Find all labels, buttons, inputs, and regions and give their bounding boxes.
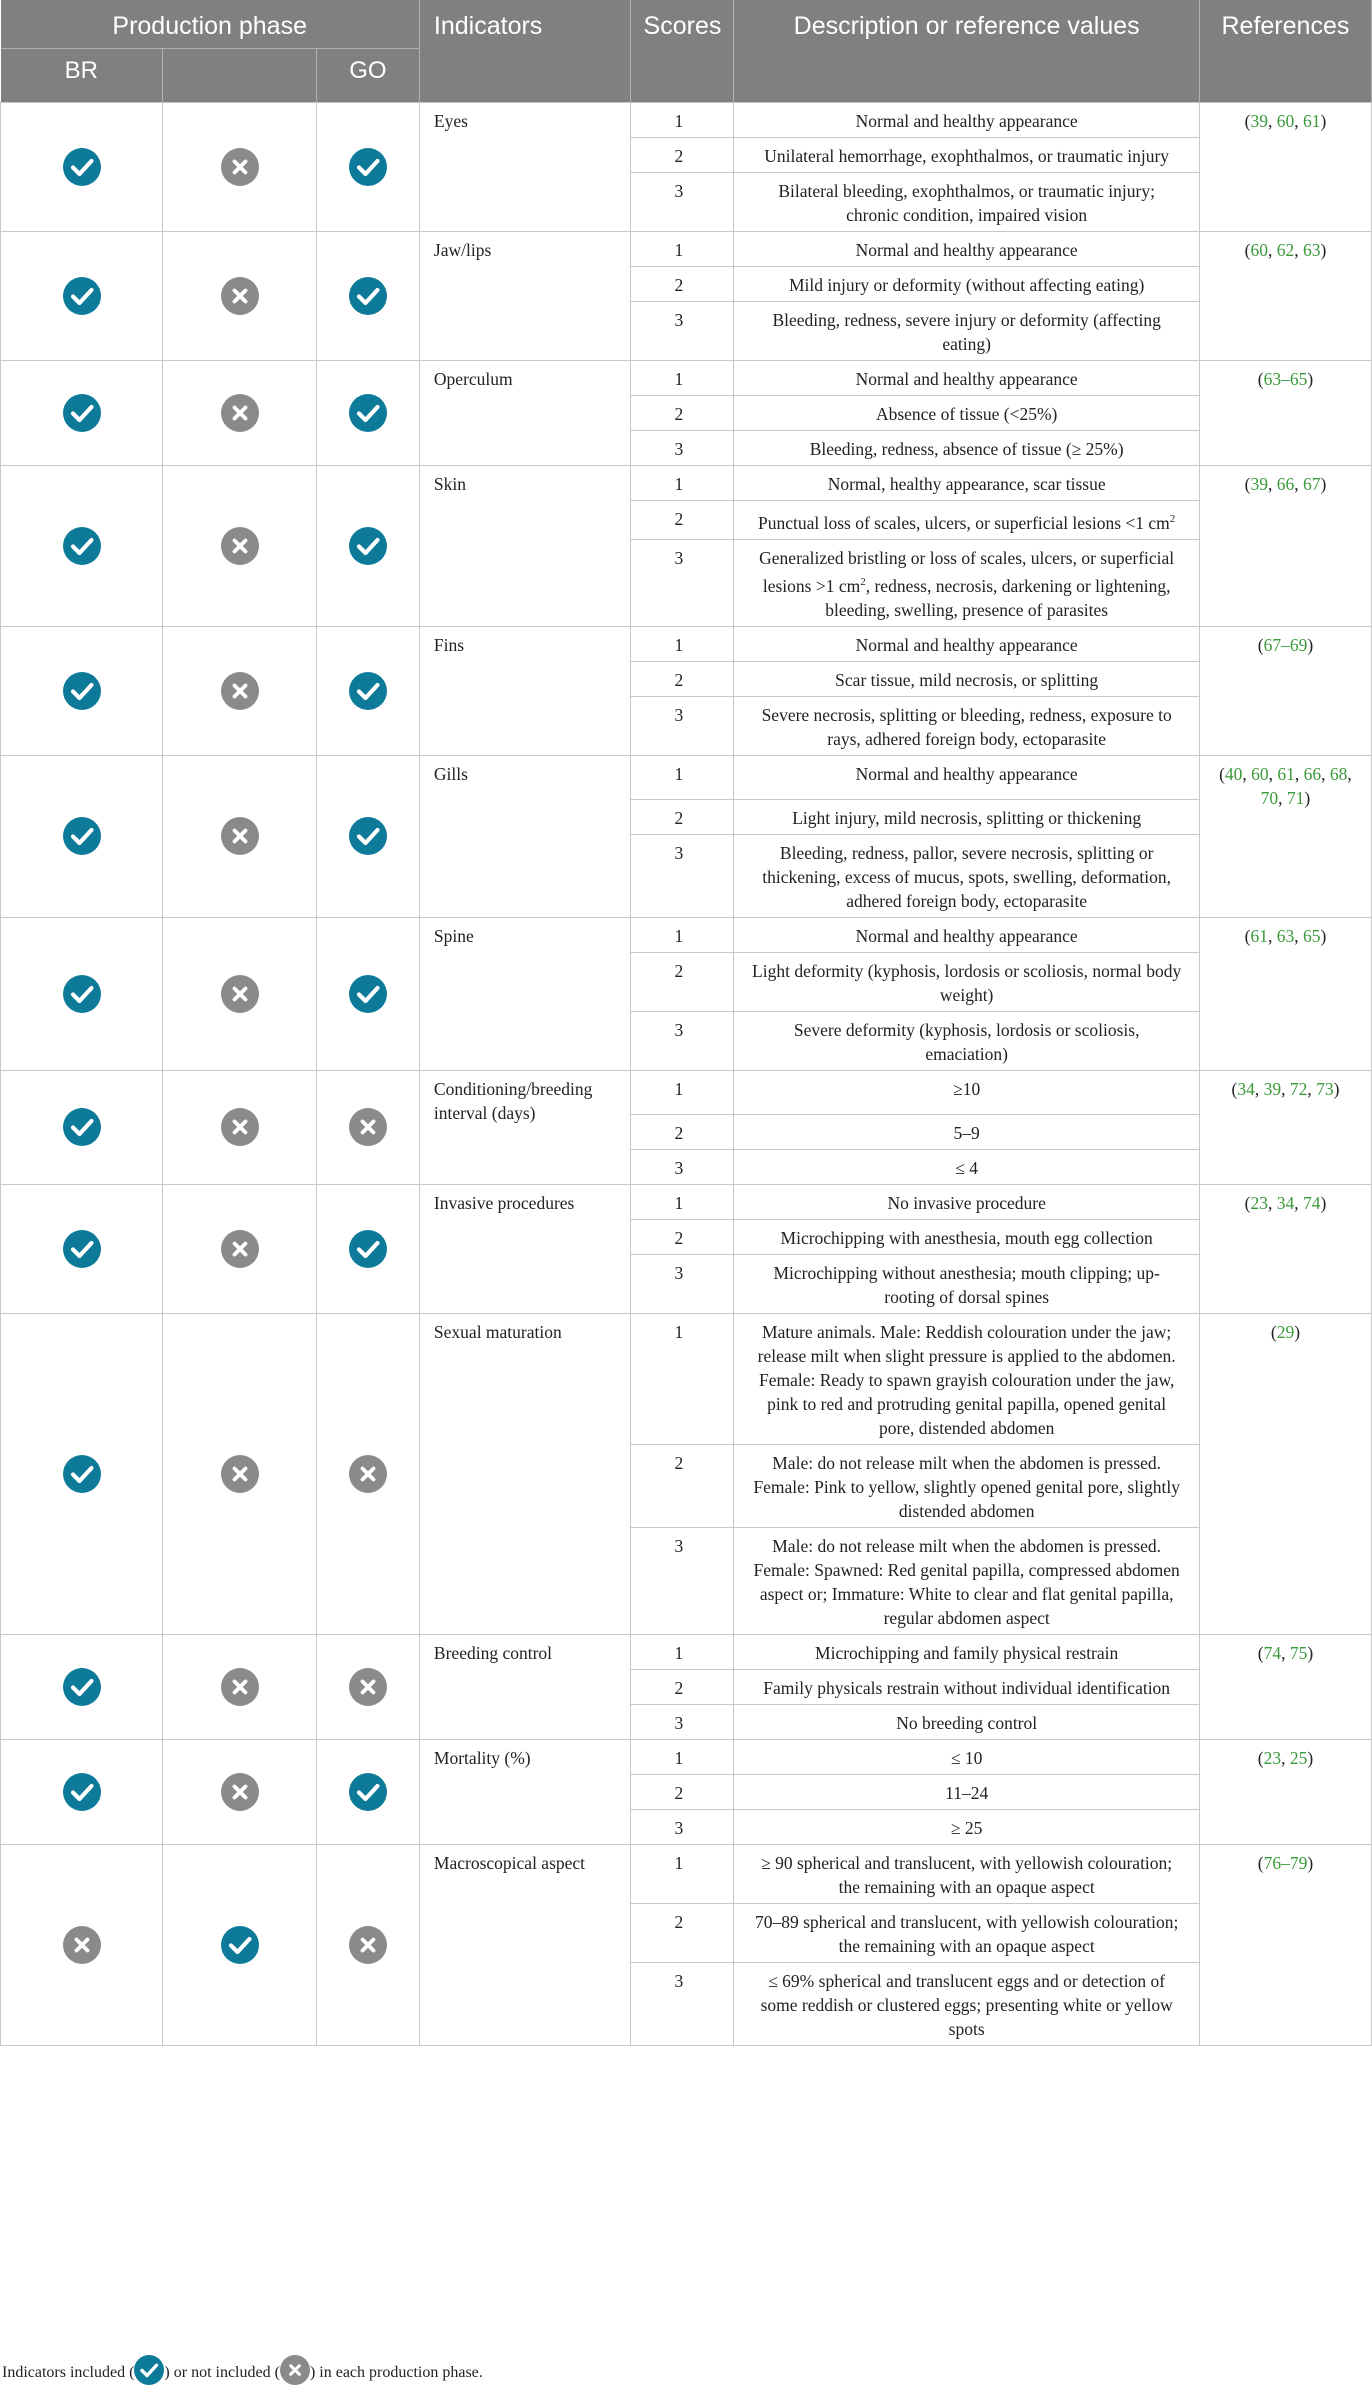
- description-cell: Normal and healthy appearance: [734, 103, 1199, 138]
- go-mid-cell: [163, 466, 317, 627]
- table-row: [1, 1313, 1372, 1444]
- table-footnote: [2, 2355, 483, 2385]
- reference-punct: (: [1244, 925, 1251, 946]
- check-icon: [349, 1773, 387, 1811]
- description-cell: Family physicals restrain without individual identification: [734, 1669, 1199, 1704]
- cross-icon: [221, 1668, 259, 1706]
- score-cell: 3: [631, 1962, 734, 2045]
- reference-punct: ,: [1294, 111, 1303, 131]
- reference-link[interactable]: 61: [1302, 111, 1321, 131]
- go-cell: [316, 232, 419, 361]
- references-cell: [1199, 1844, 1371, 2045]
- indicator-name: Conditioning/breeding interval (days): [419, 1070, 631, 1184]
- description-cell: ≥ 90 spherical and translucent, with yellowish colouration; the remaining with an opaque aspect: [734, 1844, 1199, 1903]
- table-body: [1, 103, 1372, 2046]
- reference-link[interactable]: 60: [1276, 111, 1295, 131]
- table-row: [1, 1739, 1372, 1774]
- score-cell: 2: [631, 661, 734, 696]
- cross-icon: [221, 975, 259, 1013]
- go-cell: [316, 361, 419, 466]
- description-cell: No breeding control: [734, 1704, 1199, 1739]
- reference-punct: (: [1219, 763, 1225, 784]
- go-cell: [316, 1844, 419, 2045]
- description-cell: ≤ 10: [734, 1739, 1199, 1774]
- check-icon: [63, 817, 101, 855]
- reference-punct: ,: [1281, 1747, 1290, 1768]
- check-icon: [63, 1773, 101, 1811]
- go-mid-cell: [163, 1634, 317, 1739]
- score-cell: 1: [631, 1844, 734, 1903]
- check-icon: [349, 672, 387, 710]
- score-cell: 3: [631, 1527, 734, 1634]
- indicator-name: Sexual maturation: [419, 1313, 631, 1634]
- indicator-name: Eyes: [419, 103, 631, 232]
- reference-punct: (: [1257, 369, 1264, 389]
- go-mid-cell: [163, 1739, 317, 1844]
- reference-link[interactable]: 74: [1302, 1192, 1321, 1213]
- reference-punct: ): [1333, 1078, 1340, 1099]
- go-mid-cell: [163, 626, 317, 755]
- reference-link[interactable]: 65: [1302, 925, 1321, 946]
- score-cell: 2: [631, 799, 734, 834]
- go-mid-cell: [163, 1313, 317, 1634]
- cross-icon: [221, 1230, 259, 1268]
- reference-link[interactable]: 75: [1289, 1642, 1308, 1663]
- table-row: [1, 103, 1372, 138]
- br-cell: [1, 1070, 163, 1184]
- cross-icon: [221, 817, 259, 855]
- reference-link[interactable]: 70: [1260, 787, 1279, 808]
- table-row: [1, 1634, 1372, 1669]
- go-cell: [316, 917, 419, 1070]
- cross-icon: [221, 1455, 259, 1493]
- reference-punct: ,: [1267, 474, 1277, 494]
- description-cell: Bleeding, redness, absence of tissue (≥ 25%): [734, 431, 1199, 466]
- reference-punct: ,: [1294, 925, 1303, 946]
- cross-icon: [221, 527, 259, 565]
- reference-punct: (: [1257, 1852, 1264, 1873]
- indicator-name: Spine: [419, 917, 631, 1070]
- br-cell: [1, 103, 163, 232]
- score-cell: 3: [631, 696, 734, 755]
- table-row: [1, 1184, 1372, 1219]
- indicator-name: Operculum: [419, 361, 631, 466]
- check-icon: [349, 817, 387, 855]
- br-cell: [1, 1634, 163, 1739]
- go-cell: [316, 466, 419, 627]
- references-cell: [1199, 1184, 1371, 1313]
- footnote-text-1: Indicators included (: [2, 2364, 135, 2381]
- reference-punct: ): [1307, 1642, 1314, 1663]
- score-cell: 3: [631, 1809, 734, 1844]
- references-cell: [1199, 1313, 1371, 1634]
- br-cell: [1, 917, 163, 1070]
- cross-icon: [349, 1926, 387, 1964]
- description-cell: Bleeding, redness, pallor, severe necrosis, splitting or thickening, excess of mucus, spots, swelling, deformation, adhered foreign body, ectoparasite: [734, 834, 1199, 917]
- reference-punct: ,: [1267, 240, 1277, 260]
- description-cell: Microchipping and family physical restrain: [734, 1634, 1199, 1669]
- score-cell: 3: [631, 834, 734, 917]
- description-cell: 11–24: [734, 1774, 1199, 1809]
- reference-punct: (: [1244, 240, 1251, 260]
- go-cell: [316, 1184, 419, 1313]
- br-cell: [1, 626, 163, 755]
- header-go-blank: [163, 49, 317, 103]
- check-icon: [63, 277, 101, 315]
- go-mid-cell: [163, 755, 317, 917]
- br-cell: [1, 361, 163, 466]
- score-cell: 1: [631, 232, 734, 267]
- score-cell: 3: [631, 1011, 734, 1070]
- reference-link[interactable]: 25: [1289, 1747, 1308, 1768]
- reference-link[interactable]: 67–69: [1263, 634, 1308, 655]
- reference-link[interactable]: 61: [1250, 925, 1268, 946]
- br-cell: [1, 232, 163, 361]
- table-row: [1, 466, 1372, 501]
- description-cell: Normal and healthy appearance: [734, 361, 1199, 396]
- check-icon: [349, 975, 387, 1013]
- references-cell: [1199, 232, 1371, 361]
- references-cell: [1199, 917, 1371, 1070]
- cross-icon: [349, 1668, 387, 1706]
- check-icon: [349, 148, 387, 186]
- reference-punct: ): [1307, 1852, 1314, 1873]
- header-scores: Scores: [631, 0, 734, 103]
- reference-punct: ,: [1321, 763, 1330, 784]
- check-icon: [63, 1108, 101, 1146]
- reference-link[interactable]: 29: [1276, 1321, 1295, 1342]
- reference-punct: ): [1294, 1321, 1301, 1342]
- reference-punct: ,: [1281, 1078, 1290, 1099]
- go-cell: [316, 1313, 419, 1634]
- check-icon: [63, 148, 101, 186]
- reference-link[interactable]: 39: [1250, 474, 1268, 494]
- description-cell: Absence of tissue (<25%): [734, 396, 1199, 431]
- description-cell: 70–89 spherical and translucent, with yellowish colouration; the remaining with an opaque aspect: [734, 1903, 1199, 1962]
- check-icon: [349, 394, 387, 432]
- reference-punct: ,: [1278, 787, 1287, 808]
- footnote-text-3: ) in each production phase.: [309, 2364, 483, 2381]
- references-cell: [1199, 361, 1371, 466]
- reference-link[interactable]: 40: [1224, 763, 1243, 784]
- table-row: [1, 1844, 1372, 1903]
- references-cell: [1199, 755, 1371, 917]
- reference-link[interactable]: 39: [1250, 111, 1268, 131]
- description-cell: Male: do not release milt when the abdomen is pressed. Female: Pink to yellow, slightly opened genital pore, slightly distended abdomen: [734, 1444, 1199, 1527]
- reference-punct: (: [1244, 111, 1251, 131]
- br-cell: [1, 1184, 163, 1313]
- score-cell: 1: [631, 626, 734, 661]
- reference-link[interactable]: 23: [1263, 1747, 1282, 1768]
- go-cell: [316, 103, 419, 232]
- description-cell: 5–9: [734, 1114, 1199, 1149]
- description-cell: ≤ 4: [734, 1149, 1199, 1184]
- reference-link[interactable]: 66: [1276, 474, 1295, 494]
- check-icon: [349, 527, 387, 565]
- go-mid-cell: [163, 103, 317, 232]
- reference-punct: (: [1231, 1078, 1238, 1099]
- go-mid-cell: [163, 1070, 317, 1184]
- reference-punct: ): [1307, 634, 1314, 655]
- score-cell: 3: [631, 1704, 734, 1739]
- description-cell: Mild injury or deformity (without affecting eating): [734, 267, 1199, 302]
- reference-punct: (: [1257, 634, 1264, 655]
- reference-punct: (: [1257, 1642, 1264, 1663]
- score-cell: 2: [631, 952, 734, 1011]
- footnote-text-2: ) or not included (: [164, 2364, 280, 2381]
- cross-icon: [349, 1108, 387, 1146]
- reference-link[interactable]: 63: [1276, 925, 1295, 946]
- cross-icon: [221, 277, 259, 315]
- description-cell: ≤ 69% spherical and translucent eggs and or detection of some reddish or clustered eggs; presenting white or yellow spots: [734, 1962, 1199, 2045]
- reference-link[interactable]: 68: [1329, 763, 1348, 784]
- indicator-name: Macroscopical aspect: [419, 1844, 631, 2045]
- score-cell: 3: [631, 431, 734, 466]
- score-cell: 2: [631, 1114, 734, 1149]
- cross-icon: [221, 148, 259, 186]
- score-cell: 1: [631, 103, 734, 138]
- score-cell: 2: [631, 1669, 734, 1704]
- description-cell: Male: do not release milt when the abdomen is pressed. Female: Spawned: Red genital papilla, compressed abdomen aspect or; Immature: White to clear and flat genital papilla, regular abdomen aspect: [734, 1527, 1199, 1634]
- description-cell: Light injury, mild necrosis, splitting or thickening: [734, 799, 1199, 834]
- cross-icon: [221, 1108, 259, 1146]
- indicator-name: Fins: [419, 626, 631, 755]
- go-cell: [316, 626, 419, 755]
- score-cell: 1: [631, 361, 734, 396]
- description-cell: Normal and healthy appearance: [734, 917, 1199, 952]
- reference-link[interactable]: 76–79: [1263, 1852, 1308, 1873]
- reference-link[interactable]: 72: [1289, 1078, 1308, 1099]
- references-cell: [1199, 626, 1371, 755]
- reference-punct: ): [1307, 369, 1314, 389]
- score-cell: 3: [631, 302, 734, 361]
- description-cell: ≥ 25: [734, 1809, 1199, 1844]
- header-br: BR: [1, 49, 163, 103]
- reference-link[interactable]: 62: [1276, 240, 1295, 260]
- reference-punct: ,: [1268, 763, 1278, 784]
- description-cell: Severe deformity (kyphosis, lordosis or scoliosis, emaciation): [734, 1011, 1199, 1070]
- reference-punct: ,: [1307, 1078, 1317, 1099]
- reference-punct: ,: [1294, 1192, 1303, 1213]
- go-mid-cell: [163, 232, 317, 361]
- score-cell: 1: [631, 755, 734, 799]
- go-mid-cell: [163, 1184, 317, 1313]
- go-cell: [316, 1634, 419, 1739]
- score-cell: 3: [631, 539, 734, 626]
- header-production-phase: Production phase: [1, 0, 420, 49]
- reference-link[interactable]: 74: [1263, 1642, 1282, 1663]
- header-go: GO: [316, 49, 419, 103]
- reference-link[interactable]: 60: [1251, 763, 1269, 784]
- description-cell: Bilateral bleeding, exophthalmos, or traumatic injury; chronic condition, impaired vision: [734, 173, 1199, 232]
- score-cell: 1: [631, 1070, 734, 1114]
- indicator-name: Breeding control: [419, 1634, 631, 1739]
- header-indicators: Indicators: [419, 0, 631, 103]
- check-icon: [63, 975, 101, 1013]
- reference-punct: (: [1244, 1192, 1251, 1213]
- reference-punct: ): [1320, 240, 1327, 260]
- reference-punct: ,: [1267, 111, 1277, 131]
- reference-link[interactable]: 63: [1302, 240, 1321, 260]
- score-cell: 2: [631, 1774, 734, 1809]
- references-cell: [1199, 1634, 1371, 1739]
- description-cell: Punctual loss of scales, ulcers, or superficial lesions <1 $cm^2$: [734, 501, 1199, 540]
- score-cell: 1: [631, 917, 734, 952]
- score-cell: 2: [631, 1219, 734, 1254]
- description-cell: Scar tissue, mild necrosis, or splitting: [734, 661, 1199, 696]
- reference-link[interactable]: 39: [1263, 1078, 1282, 1099]
- cross-icon: [221, 394, 259, 432]
- reference-link[interactable]: 66: [1303, 763, 1322, 784]
- description-cell: Microchipping with anesthesia, mouth egg collection: [734, 1219, 1199, 1254]
- go-cell: [316, 755, 419, 917]
- table-row: [1, 232, 1372, 267]
- reference-link[interactable]: 67: [1302, 474, 1321, 494]
- reference-link[interactable]: 34: [1276, 1192, 1295, 1213]
- go-cell: [316, 1070, 419, 1184]
- check-icon: [63, 1230, 101, 1268]
- header-description: Description or reference values: [734, 0, 1199, 103]
- score-cell: 2: [631, 396, 734, 431]
- br-cell: [1, 1313, 163, 1634]
- reference-punct: ): [1320, 111, 1327, 131]
- check-icon: [63, 394, 101, 432]
- check-icon: [221, 1926, 259, 1964]
- check-icon: [63, 672, 101, 710]
- references-cell: [1199, 1739, 1371, 1844]
- description-cell: ≥10: [734, 1070, 1199, 1114]
- br-cell: [1, 1844, 163, 2045]
- reference-link[interactable]: 63–65: [1263, 369, 1308, 389]
- reference-link[interactable]: 23: [1250, 1192, 1268, 1213]
- description-cell: Bleeding, redness, severe injury or deformity (affecting eating): [734, 302, 1199, 361]
- reference-punct: ,: [1242, 763, 1252, 784]
- reference-punct: ): [1320, 474, 1327, 494]
- reference-punct: (: [1244, 474, 1251, 494]
- reference-link[interactable]: 73: [1316, 1078, 1334, 1099]
- references-cell: [1199, 103, 1371, 232]
- br-cell: [1, 755, 163, 917]
- description-cell: Unilateral hemorrhage, exophthalmos, or traumatic injury: [734, 138, 1199, 173]
- references-cell: [1199, 1070, 1371, 1184]
- score-cell: 1: [631, 1739, 734, 1774]
- description-cell: Normal, healthy appearance, scar tissue: [734, 466, 1199, 501]
- table-row: [1, 755, 1372, 799]
- score-cell: 2: [631, 138, 734, 173]
- table-row: [1, 1070, 1372, 1114]
- reference-punct: ,: [1281, 1642, 1290, 1663]
- check-icon: [63, 1668, 101, 1706]
- check-icon: [134, 2355, 164, 2385]
- go-mid-cell: [163, 361, 317, 466]
- cross-icon: [221, 672, 259, 710]
- description-cell: Severe necrosis, splitting or bleeding, redness, exposure to rays, adhered foreign body, ectoparasite: [734, 696, 1199, 755]
- check-icon: [349, 277, 387, 315]
- score-cell: 1: [631, 1634, 734, 1669]
- reference-punct: ): [1304, 787, 1311, 808]
- reference-link[interactable]: 71: [1286, 787, 1305, 808]
- reference-punct: ,: [1294, 474, 1303, 494]
- description-cell: Normal and healthy appearance: [734, 232, 1199, 267]
- br-cell: [1, 1739, 163, 1844]
- score-cell: 2: [631, 1444, 734, 1527]
- score-cell: 3: [631, 173, 734, 232]
- score-cell: 1: [631, 466, 734, 501]
- score-cell: 1: [631, 1184, 734, 1219]
- reference-punct: ,: [1267, 925, 1277, 946]
- check-icon: [349, 1230, 387, 1268]
- reference-punct: (: [1270, 1321, 1277, 1342]
- description-cell: Generalized bristling or loss of scales, ulcers, or superficial lesions >1 $cm^2$, redness, necrosis, darkening or lightening, bleeding, swelling, presence of parasites: [734, 539, 1199, 626]
- score-cell: 2: [631, 1903, 734, 1962]
- reference-punct: ,: [1254, 1078, 1264, 1099]
- score-cell: 3: [631, 1149, 734, 1184]
- description-cell: Normal and healthy appearance: [734, 626, 1199, 661]
- reference-punct: ,: [1294, 763, 1304, 784]
- reference-link[interactable]: 60: [1250, 240, 1268, 260]
- header-references: References: [1199, 0, 1371, 103]
- description-cell: Light deformity (kyphosis, lordosis or scoliosis, normal body weight): [734, 952, 1199, 1011]
- cross-icon: [280, 2355, 310, 2385]
- indicator-name: Gills: [419, 755, 631, 917]
- cross-icon: [63, 1926, 101, 1964]
- description-cell: Mature animals. Male: Reddish colouration under the jaw; release milt when slight pressure is applied to the abdomen. Female: Ready to spawn grayish colouration under the jaw, pink to red and protruding genital papilla, opened genital pore, distended abdomen: [734, 1313, 1199, 1444]
- reference-punct: ): [1320, 1192, 1327, 1213]
- cross-icon: [221, 1773, 259, 1811]
- indicator-name: Invasive procedures: [419, 1184, 631, 1313]
- reference-punct: (: [1257, 1747, 1264, 1768]
- score-cell: 2: [631, 501, 734, 540]
- go-mid-cell: [163, 917, 317, 1070]
- score-cell: 2: [631, 267, 734, 302]
- br-cell: [1, 466, 163, 627]
- description-cell: Normal and healthy appearance: [734, 755, 1199, 799]
- description-cell: No invasive procedure: [734, 1184, 1199, 1219]
- table-row: [1, 626, 1372, 661]
- indicator-name: Skin: [419, 466, 631, 627]
- check-icon: [63, 527, 101, 565]
- reference-link[interactable]: 61: [1277, 763, 1295, 784]
- indicator-name: Mortality (%): [419, 1739, 631, 1844]
- check-icon: [63, 1455, 101, 1493]
- reference-link[interactable]: 34: [1237, 1078, 1255, 1099]
- score-cell: 1: [631, 1313, 734, 1444]
- reference-punct: ): [1320, 925, 1327, 946]
- indicator-name: Jaw/lips: [419, 232, 631, 361]
- table-row: [1, 917, 1372, 952]
- go-mid-cell: [163, 1844, 317, 2045]
- reference-punct: ,: [1347, 763, 1352, 784]
- go-cell: [316, 1739, 419, 1844]
- reference-punct: ,: [1294, 240, 1303, 260]
- cross-icon: [349, 1455, 387, 1493]
- references-cell: [1199, 466, 1371, 627]
- description-cell: Microchipping without anesthesia; mouth clipping; up-rooting of dorsal spines: [734, 1254, 1199, 1313]
- reference-punct: ): [1307, 1747, 1314, 1768]
- table-row: [1, 361, 1372, 396]
- reference-punct: ,: [1267, 1192, 1277, 1213]
- score-cell: 3: [631, 1254, 734, 1313]
